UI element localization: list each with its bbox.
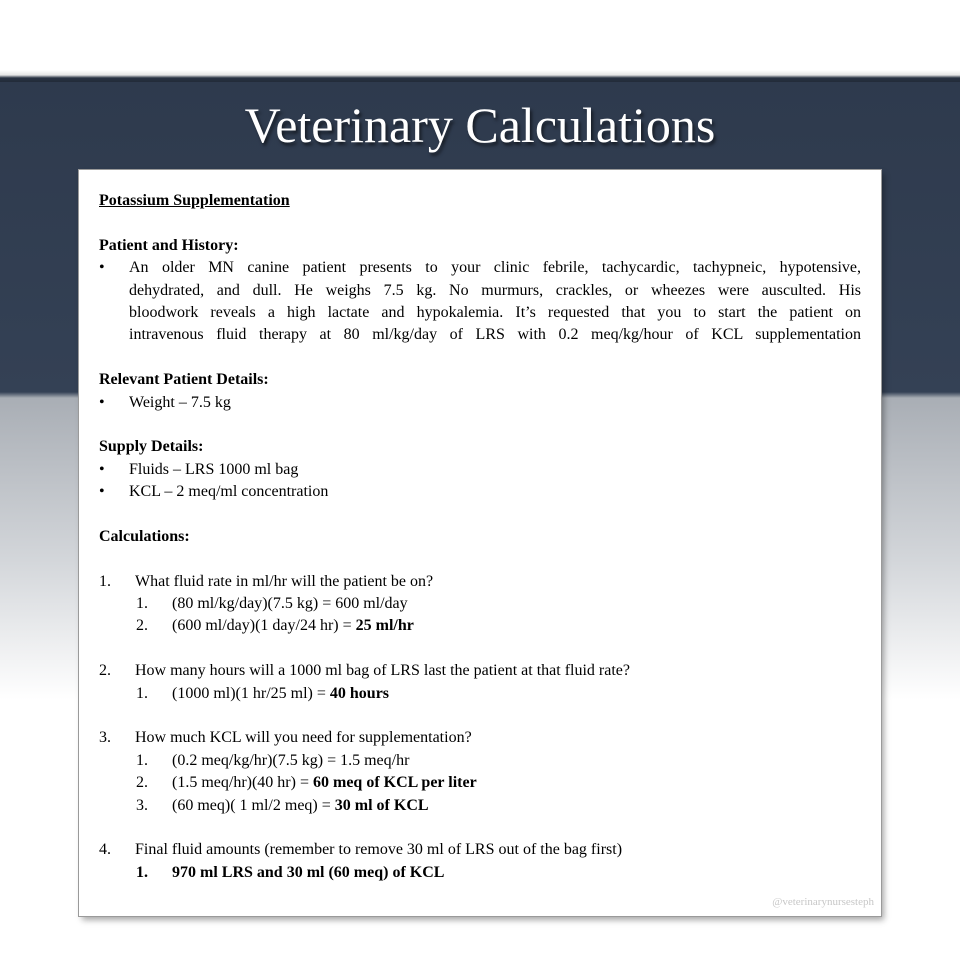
question-number: 2. [99,662,111,680]
history-line: dehydrated, and dull. He weighs 7.5 kg. No murmurs, crackles, or wheezes were ausculted. His [129,281,861,299]
calculation-step [99,593,861,615]
calculation-step [99,750,861,772]
history-line: intravenous fluid therapy at 80 ml/kg/day of LRS with 0.2 meq/kg/hour of KCL supplementation [129,326,861,344]
history-line: An older MN canine patient presents to your clinic febrile, tachycardic, tachypneic, hypotensive, [129,259,861,277]
calculations-heading: Calculations: [99,527,190,545]
question-number: 1. [99,572,111,590]
question-number: 4. [99,841,111,859]
calculation-step [99,615,861,637]
step-text: (60 meq)( 1 ml/2 meq) = [172,796,335,814]
step-answer: 40 hours [329,684,390,702]
calculation-question [99,839,861,861]
calculation-question [99,727,861,749]
bullet-marker: • [99,483,105,501]
question-text: How much KCL will you need for supplementation? [135,729,472,747]
patient-history-heading: Patient and History: [99,236,239,254]
question-text: What fluid rate in ml/hr will the patient be on? [135,572,434,590]
step-number: 1. [136,751,148,769]
patient-history-paragraph [99,257,861,347]
watermark: @veterinarynursesteph [772,896,874,908]
step-answer: 60 meq of KCL per liter [312,774,477,792]
final-answer: 970 ml LRS and 30 ml (60 meq) of KCL [172,863,445,881]
step-text: (80 ml/kg/day)(7.5 kg) = 600 ml/day [172,595,408,613]
list-item [99,481,861,503]
relevant-details-heading: Relevant Patient Details: [99,371,269,389]
calculation-question [99,660,861,682]
bullet-marker: • [99,460,105,478]
calculation-step [99,683,861,705]
banner-top-shadow [0,70,960,82]
list-item [99,459,861,481]
step-answer: 30 ml of KCL [334,796,429,814]
step-text: (1000 ml)(1 hr/25 ml) = [172,684,330,702]
step-number: 3. [136,796,148,814]
calculation-question [99,571,861,593]
calculation-step [99,772,861,794]
document-page [79,170,881,916]
list-item [99,392,861,414]
step-answer: 25 ml/hr [355,617,414,635]
supply-details-heading: Supply Details: [99,438,204,456]
supply-detail-kcl: KCL – 2 meq/ml concentration [129,483,329,501]
step-text: (0.2 meq/kg/hr)(7.5 kg) = 1.5 meq/hr [172,751,410,769]
calculation-step [99,795,861,817]
history-line: bloodwork reveals a high lactate and hypokalemia. It’s requested that you to start the patient on [129,303,861,321]
calculation-step [99,862,861,884]
question-number: 3. [99,729,111,747]
relevant-detail-weight: Weight – 7.5 kg [129,393,231,411]
question-text: How many hours will a 1000 ml bag of LRS last the patient at that fluid rate? [135,662,631,680]
step-number: 1. [136,684,148,702]
step-number: 2. [136,774,148,792]
bullet-marker: • [99,393,105,411]
step-number: 2. [136,617,148,635]
section-title: Potassium Supplementation [99,192,290,209]
supply-detail-fluids: Fluids – LRS 1000 ml bag [129,460,299,478]
step-number: 1. [136,595,148,613]
step-text: (600 ml/day)(1 day/24 hr) = [172,617,356,635]
step-number: 1. [136,863,148,881]
bullet-marker: • [99,259,105,277]
step-text: (1.5 meq/hr)(40 hr) = [172,774,313,792]
page-title: Veterinary Calculations [244,97,716,153]
question-text: Final fluid amounts (remember to remove 30 ml of LRS out of the bag first) [135,841,623,859]
